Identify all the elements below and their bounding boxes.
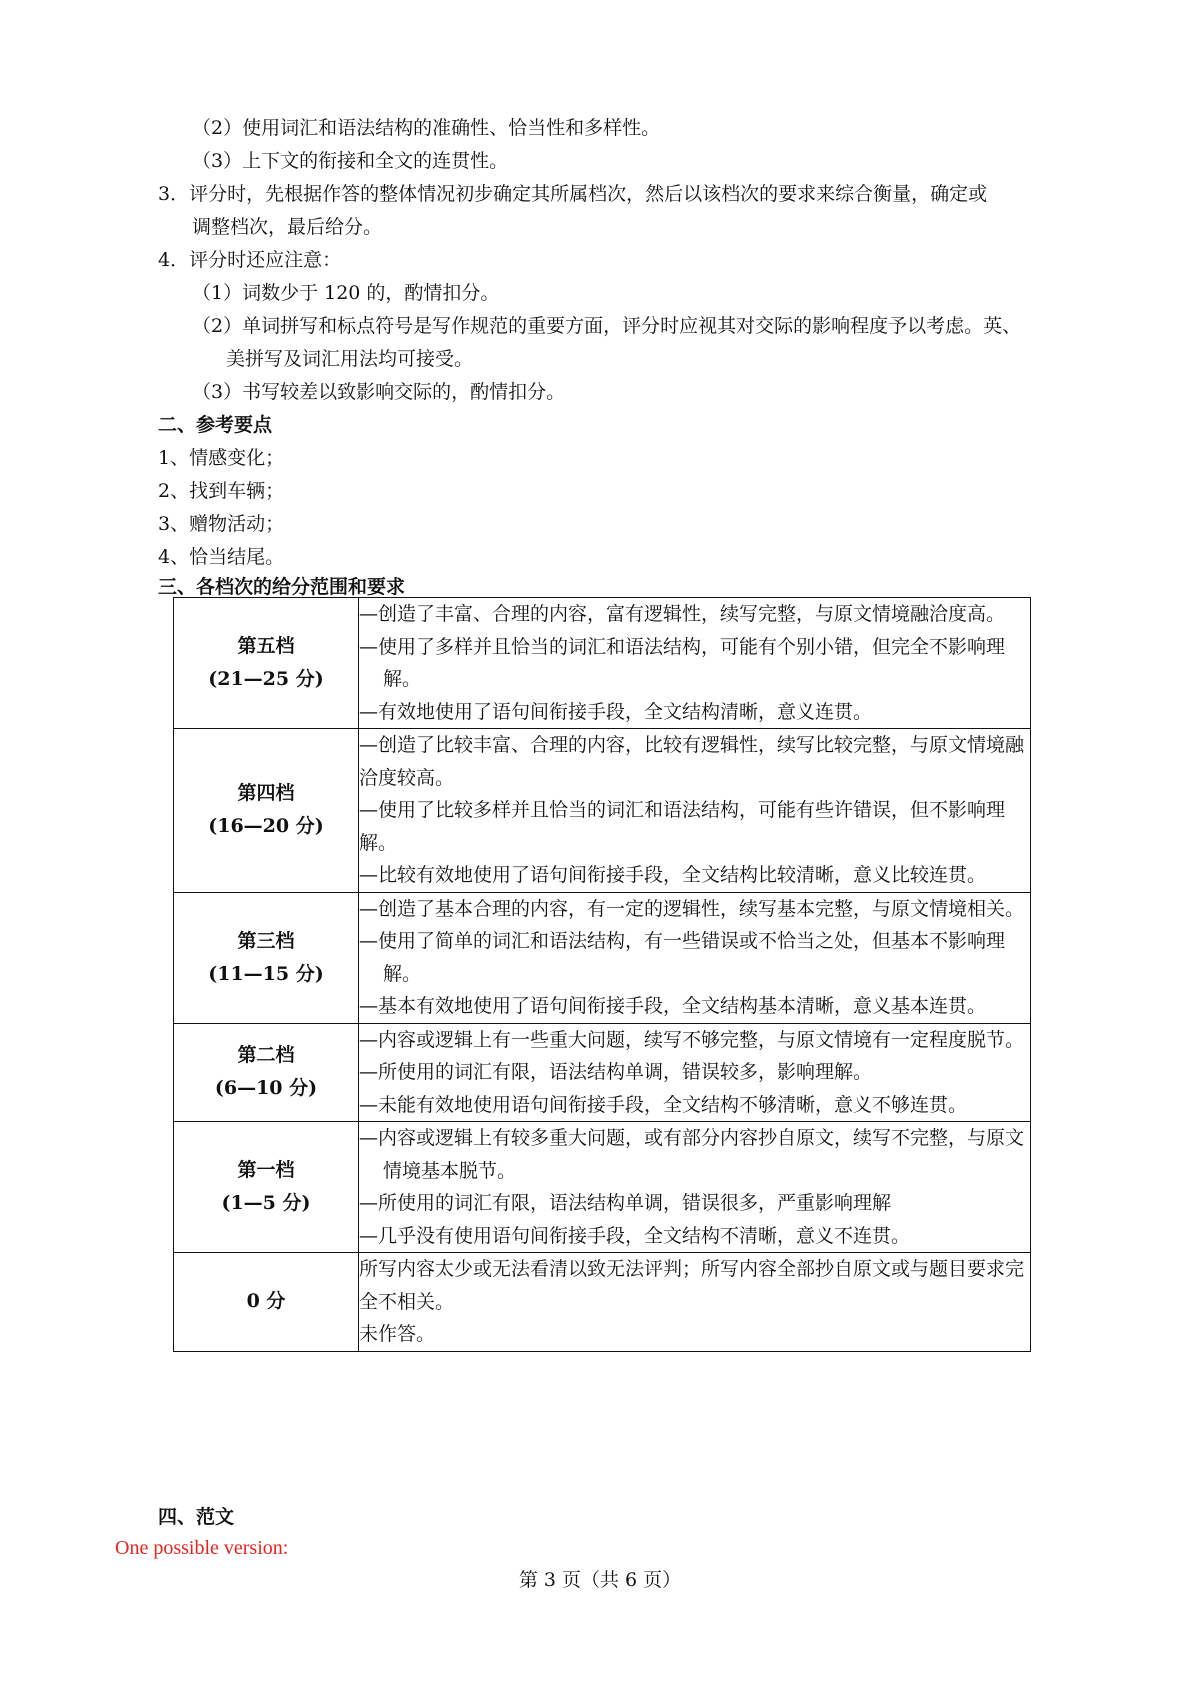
criterion: —内容或逻辑上有一些重大问题，续写不够完整，与原文情境有一定程度脱节。	[359, 1028, 1025, 1051]
criterion: —所使用的词汇有限，语法结构单调，错误很多，严重影响理解	[359, 1192, 892, 1214]
scoring-note-4-2-line2: 美拼写及词汇用法均可接受。	[226, 348, 474, 370]
rubric-row-level-0	[174, 1253, 1031, 1352]
criterion: 未作答。	[359, 1323, 436, 1345]
level-cell	[174, 1023, 359, 1122]
rubric-row-level-1	[174, 1122, 1031, 1253]
criterion: —未能有效地使用语句间衔接手段，全文结构不够清晰，意义不够连贯。	[359, 1093, 968, 1116]
level-cell	[174, 729, 359, 893]
score-range: (21—25 分)	[208, 668, 324, 690]
scoring-note-4-2-line1: （2）单词拼写和标点符号是写作规范的重要方面，评分时应视其对交际的影响程度予以考虑。英、	[192, 315, 1022, 337]
criterion: 所写内容太少或无法看清以致无法评判；所写内容全部抄自原文或与题目要求完全不相关。	[359, 1258, 1025, 1313]
level-name: 0 分	[246, 1290, 286, 1313]
criteria-cell	[359, 598, 1031, 729]
criterion: —所使用的词汇有限，语法结构单调，错误较多，影响理解。	[359, 1061, 873, 1083]
criteria-cell	[359, 729, 1031, 893]
section-3-heading: 三、各档次的给分范围和要求	[158, 576, 406, 598]
level-cell	[174, 892, 359, 1023]
criterion: —比较有效地使用了语句间衔接手段，全文结构比较清晰，意义比较连贯。	[359, 864, 987, 886]
sample-essay-label: One possible version:	[115, 1537, 289, 1559]
level-name: 第二档	[237, 1044, 295, 1067]
criterion: —几乎没有使用语句间衔接手段，全文结构不清晰，意义不连贯。	[359, 1224, 911, 1247]
section-2-heading: 二、参考要点	[158, 414, 273, 436]
scoring-rubric-table	[173, 597, 1031, 1352]
section-4-heading: 四、范文	[158, 1506, 235, 1528]
criterion: —使用了简单的词汇和语法结构，有一些错误或不恰当之处，但基本不影响理解。	[359, 930, 1006, 985]
rubric-row-level-2	[174, 1023, 1031, 1122]
level-name: 第五档	[237, 635, 295, 657]
scoring-note-4-3: （3）书写较差以致影响交际的，酌情扣分。	[192, 381, 566, 403]
criterion: —有效地使用了语句间衔接手段，全文结构清晰，意义连贯。	[359, 700, 873, 723]
score-range: (1—5 分)	[221, 1192, 311, 1214]
criterion: —创造了比较丰富、合理的内容，比较有逻辑性，续写比较完整，与原文情境融洽度较高。	[359, 734, 1025, 789]
level-cell	[174, 1253, 359, 1352]
rubric-row-level-5	[174, 598, 1031, 729]
level-name: 第四档	[237, 782, 295, 805]
reference-point-1: 1、情感变化；	[158, 447, 285, 469]
level-name: 第三档	[237, 929, 295, 952]
reference-point-2: 2、找到车辆；	[158, 480, 285, 502]
criterion: —内容或逻辑上有较多重大问题，或有部分内容抄自原文，续写不完整，与原文情境基本脱节。	[359, 1127, 1025, 1182]
level-cell	[174, 598, 359, 729]
scoring-note-3-line1: 3．评分时，先根据作答的整体情况初步确定其所属档次，然后以该档次的要求来综合衡量，确定或	[158, 183, 988, 205]
score-range: (16—20 分)	[208, 815, 324, 838]
scoring-note-2-2: （2）使用词汇和语法结构的准确性、恰当性和多样性。	[192, 117, 661, 139]
score-range: (11—15 分)	[208, 962, 324, 985]
criteria-cell	[359, 1023, 1031, 1122]
scoring-note-2-3: （3）上下文的衔接和全文的连贯性。	[192, 150, 509, 172]
criterion: —基本有效地使用了语句间衔接手段，全文结构基本清晰，意义基本连贯。	[359, 995, 987, 1017]
score-range: (6—10 分)	[214, 1077, 318, 1100]
level-name: 第一档	[237, 1159, 295, 1181]
scoring-note-3-line2: 调整档次，最后给分。	[192, 216, 383, 238]
scoring-note-4: 4．评分时还应注意：	[158, 249, 342, 271]
criteria-cell	[359, 1122, 1031, 1253]
criterion: —创造了丰富、合理的内容，富有逻辑性，续写完整，与原文情境融洽度高。	[359, 603, 1006, 625]
rubric-row-level-3	[174, 892, 1031, 1023]
criteria-cell	[359, 1253, 1031, 1352]
criterion: —使用了比较多样并且恰当的词汇和语法结构，可能有些许错误，但不影响理解。	[359, 799, 1006, 854]
criterion: —创造了基本合理的内容，有一定的逻辑性，续写基本完整，与原文情境相关。	[359, 897, 1025, 920]
scoring-note-4-1: （1）词数少于 120 的，酌情扣分。	[192, 282, 500, 304]
page-indicator: 第 3 页（共 6 页）	[518, 1569, 682, 1591]
criterion: —使用了多样并且恰当的词汇和语法结构，可能有个别小错，但完全不影响理解。	[359, 635, 1006, 690]
reference-point-4: 4、恰当结尾。	[158, 546, 285, 568]
reference-point-3: 3、赠物活动；	[158, 513, 285, 535]
rubric-row-level-4	[174, 729, 1031, 893]
criteria-cell	[359, 892, 1031, 1023]
level-cell	[174, 1122, 359, 1253]
